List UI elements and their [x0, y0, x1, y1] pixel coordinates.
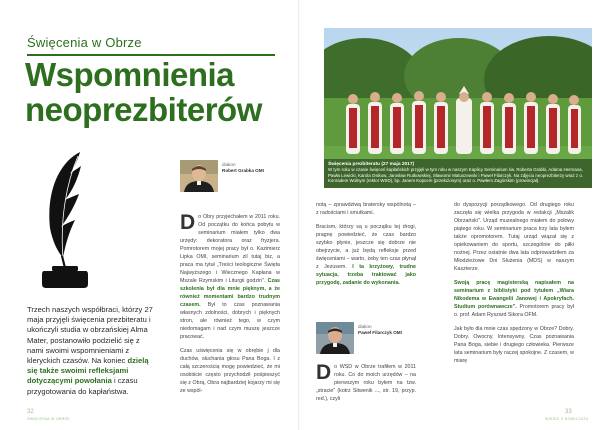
- paragraph: Jak było dla mnie czas spędzony w Obrze? Dobry. Dobry. Owocny. Intensywny. Czas poznawania Pana Boga, siebie i drugiego człowieka. Pierwsze lata seminarium były raczej spokojne. Z czasem, w miarę: [454, 326, 574, 364]
- author-label: diakon: [222, 162, 236, 167]
- author-photo: [316, 322, 354, 354]
- article-column-2: [316, 201, 416, 293]
- page-number-left: 32: [27, 409, 34, 415]
- article-column-3: [454, 201, 574, 371]
- article-headline: Wspomnienia neoprezbiterów: [25, 56, 262, 128]
- paragraph: notą – zprawdziwą bratersky wspólnotą – z radościami i smutkami.: [316, 202, 416, 216]
- paragraph: Czas uświęcenia się w obrębie j dla duchów, słuchania głosu Pana Boga. I z całą szczerością mogę powiedzieć, że mi osobiście często przychodził pośpieszyć się z Obrą, Obra najbardziej kojarzy mi się ze wspól-: [180, 348, 280, 394]
- page-number-right: 33: [565, 409, 572, 415]
- photo-caption: [324, 159, 592, 188]
- author-name: Paweł Filarczyk OMI: [358, 330, 402, 335]
- paragraph: Bracism, którzy są u początku tej drogi, pragnę powiedzieć, że czas bardzo szybko płynie, jeszcze się dobrze nie obejrzycie, a już będą refleksje przed święceniami – warto, żeby ten czas płynął z Jezusem. I ta krzyżowy, trudne sytuacja, trzeba traktować jako przygodę, zadanie do wykonania.: [316, 224, 416, 286]
- author-label: diakon: [358, 324, 372, 329]
- caption-title: Święcenia prezbiteratu (27 maja 2017): [328, 161, 415, 167]
- footer-tag-left: ŚWIĘCENIA W OBRZE: [27, 417, 70, 421]
- drop-cap: D: [316, 361, 332, 384]
- article-intro: Trzech naszych współbraci, którzy 27 maja przyjęli święcenia prezbiteratu i ukończyli studia w obrzańskiej Alma Mater, postanowiło podzielić się z nami swoimi wspomnieniami z kleryckich czasów. Na koniec dzielą się także swoimi refleksjami dotyczącymi powołania i czasu przygotowania do kapłaństwa.: [27, 305, 153, 396]
- author-meta: [222, 160, 264, 174]
- caption-text: W tym roku w czasie święceń kapłańskich przyjęli w tym roku w naszym Kaplicy Seminarium św. Roberta Grabki, Adama Hermana, Pawła Lewicki, Karola Osikow, Jarosław Rutkowskiej, Sławomir Matuszewski i Paweł Filarczyk. Na zdjęciu neoprezbiterzy wraz z o. Konradem Wolnym (rektor WSD), bp. Janem Kopcem (przełożonym) oraz o. Pawłem Zagórskim (prowincjał).: [328, 167, 583, 184]
- section-kicker: Święcenia w Obrze: [27, 35, 142, 50]
- group-photo: [324, 28, 592, 188]
- footer-tag-right: WIEŚCI Z NOWICJATU: [545, 417, 589, 421]
- paragraph: do dyspozycji porządkowego. Od drugiego roku zaczęła się wielka przygoda w redakcji „Mszalik Obrzański". Urząd muzealnego miałem do połowy piątego roku. W seminarium praca trzy lata byłem także opromotorem. Tutaj urząd wiązał się z opiekowaniem do sportu, szczególnie do piłki nożnej. Przez ostatnie dwa lata odprowadziłem za Młodzieżowe Dni Służenia (MDS) w naszym Kaszterze.: [454, 202, 574, 272]
- paragraph: Do WSD w Obrze trafiłem w 2011 roku. Co do moich urzędów – na pierwszym roku byłem na tzw. „stracie" (kotrz Sitwenik ..., str. 19, przyp. red.), czyli: [316, 361, 416, 402]
- quill-and-inkwell-icon: [32, 150, 94, 290]
- paragraph: Swoją pracę magisterską napisałem na seminarium z biblistyki pod tytułem „Wiara Nikodema w Ewangelii Janowej i Apokryfach. Studium porównawcze". Promotorem pracy był o. prof. Adam Ryszard Sikora OFM.: [454, 280, 575, 318]
- article-column-1: [180, 213, 280, 401]
- author-block-filarczyk: [316, 322, 402, 354]
- paragraph: Do Obry przyjechałem w 2011 roku. Od początku do końca pobytu w seminarium miałem tylko dwa urzędy: dekoratora oraz fryzjera. Pomrotorem mojej pracy był o. Kazimierz Lipka OMI, seminarium zil tutaj biz, a praca ma tytuł „Treści teologiczne Święta Najwyższego i Wiecznego Kapłana w Mszale Rzymskim i Liturgii godzin". Czas szkolenia był dla mnie pięknym, a że również momentami bardzo trudnym czasem. Był to czas poznawania własnych zdolności, dobrych i pięknych stron, ale również tego, w czym niedomagam i nad czym muszę jeszcze pracować.: [180, 211, 280, 340]
- author-meta: [358, 322, 402, 336]
- author-name: Robert Grabka OMI: [222, 168, 264, 173]
- author-block-grabka: [180, 160, 264, 192]
- drop-cap: D: [180, 211, 196, 234]
- article-column-2-continued: [316, 363, 416, 409]
- author-photo: [180, 160, 218, 192]
